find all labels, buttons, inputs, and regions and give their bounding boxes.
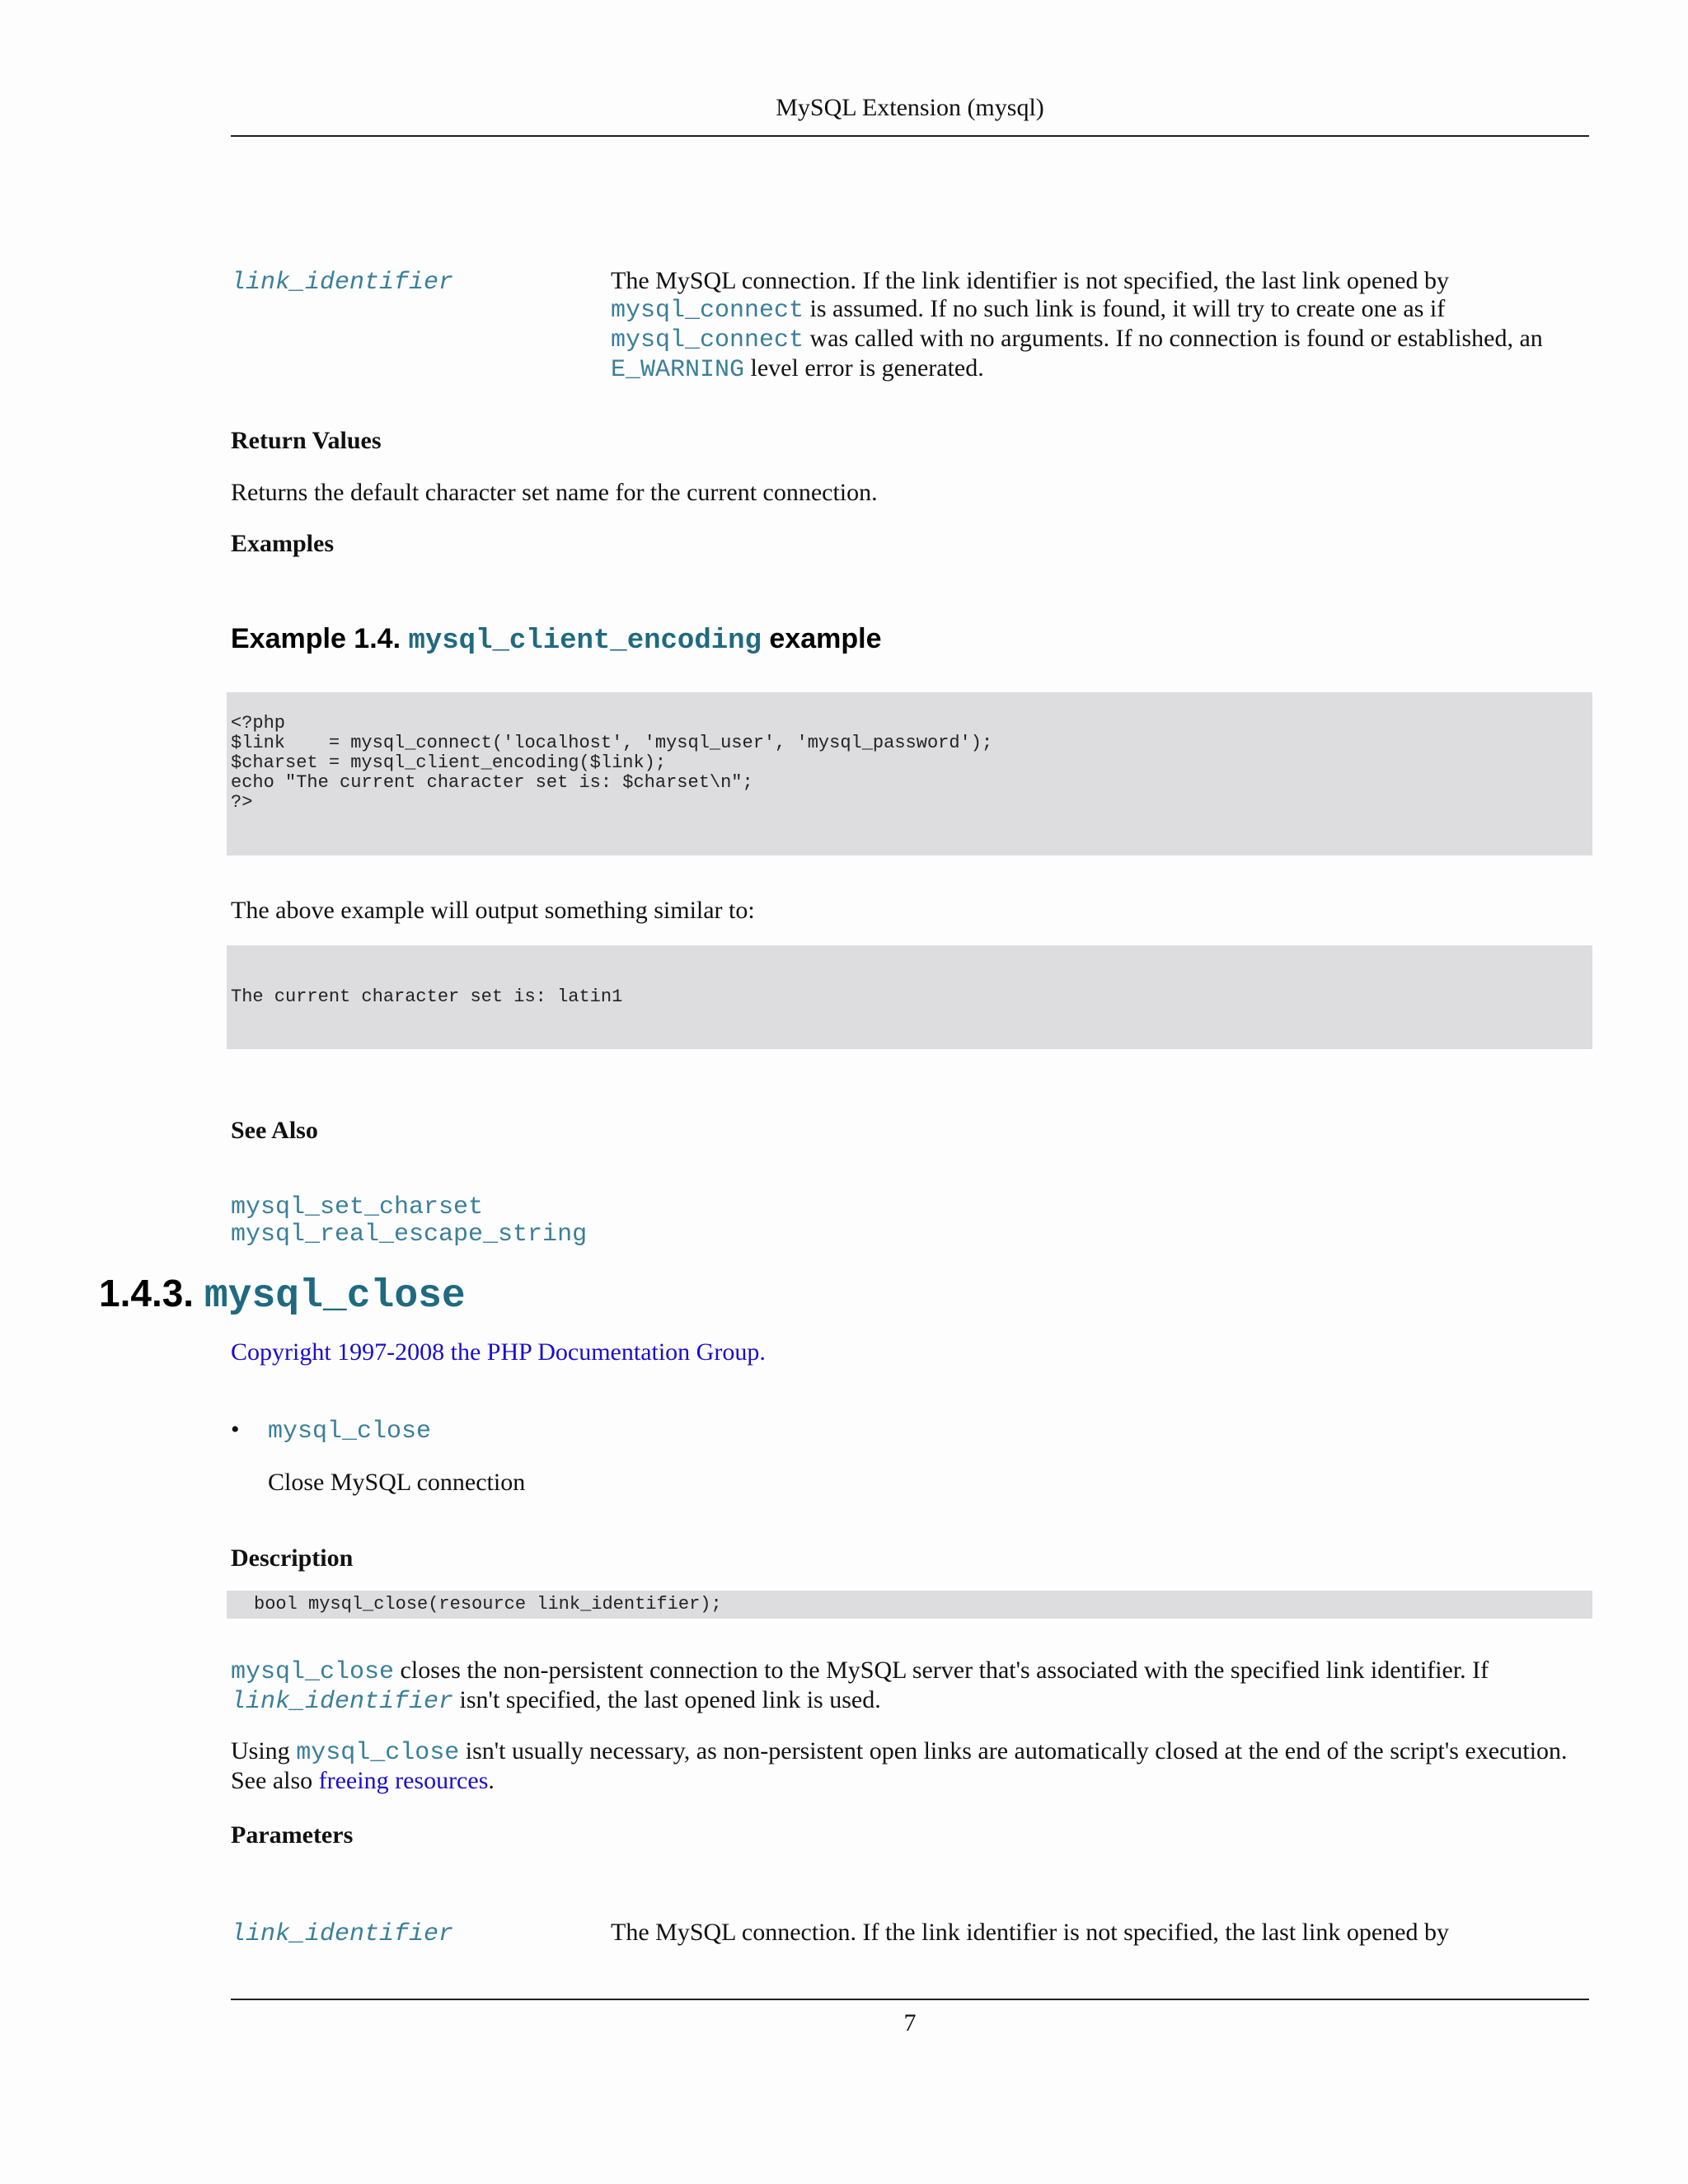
description-paragraph-2	[231, 1737, 1615, 1795]
output-intro: The above example will output something similar to:	[231, 897, 755, 924]
section-heading	[99, 1271, 466, 1319]
desc-p1-line-2: link_identifier isn't specified, the last opened link is used.	[231, 1686, 881, 1716]
see-also-heading: See Also	[231, 1117, 318, 1144]
link-mysql-connect[interactable]: mysql_connect	[611, 297, 804, 325]
parameters-heading: Parameters	[231, 1821, 354, 1849]
example-title-code: mysql_client_encoding	[408, 626, 762, 657]
section-number: 1.4.3.	[99, 1272, 204, 1315]
param-description	[611, 267, 1592, 384]
param-name[interactable]: link_identifier	[231, 269, 454, 297]
link-mysql-connect-2[interactable]: mysql_connect	[611, 326, 804, 354]
example-code: <?php $link = mysql_connect('localhost', 'mysql_user', 'mysql_password'); $charset = mysql_client_encoding($link); echo "The current character set is: $charset\n"; ?>	[231, 713, 993, 813]
return-values-text: Returns the default character set name for the current connection.	[231, 479, 878, 506]
section-title: mysql_close	[204, 1274, 466, 1319]
param-link-identifier[interactable]: link_identifier	[231, 1688, 454, 1716]
footer-rule	[231, 1999, 1589, 2000]
page-number: 7	[903, 2009, 917, 2036]
link-mysql-close-2[interactable]: mysql_close	[296, 1739, 460, 1767]
return-values-heading: Return Values	[231, 427, 382, 454]
see-also-link-2[interactable]: mysql_real_escape_string	[231, 1221, 588, 1249]
param-desc-line-1: The MySQL connection. If the link identifier is not specified, the last link opened by	[611, 267, 1449, 294]
param-desc-line-2: mysql_connect is assumed. If no such link is found, it will try to create one as if	[611, 295, 1446, 325]
bullet-marker: •	[231, 1416, 240, 1443]
desc-p1-line-1: mysql_close closes the non-persistent connection to the MySQL server that's associated with the specified link identifier. If	[231, 1657, 1489, 1686]
description-heading: Description	[231, 1544, 354, 1572]
param-desc-line-4: E_WARNING level error is generated.	[611, 354, 984, 384]
signature-block	[227, 1591, 1592, 1619]
copyright-link[interactable]: Copyright 1997-2008 the PHP Documentation Group.	[231, 1338, 766, 1366]
bullet-description: Close MySQL connection	[268, 1469, 526, 1496]
desc-p2-line-2: See also freeing resources.	[231, 1767, 495, 1794]
example-code-block	[227, 692, 1592, 855]
desc-p2-line-1: Using mysql_close isn't usually necessary, as non-persistent open links are automatically closed at the end of the script's execution.	[231, 1737, 1568, 1767]
header-title: MySQL Extension (mysql)	[776, 94, 1044, 121]
examples-heading: Examples	[231, 530, 335, 557]
link-mysql-close[interactable]: mysql_close	[231, 1658, 395, 1686]
function-signature: bool mysql_close(resource link_identifier);	[254, 1594, 722, 1615]
page-header	[231, 94, 1589, 122]
link-e-warning[interactable]: E_WARNING	[611, 356, 745, 384]
example-title: Example 1.4. mysql_client_encoding example	[231, 623, 882, 657]
link-freeing-resources[interactable]: freeing resources	[318, 1767, 489, 1794]
description-paragraph-1	[231, 1657, 1599, 1716]
parameters-param-name[interactable]: link_identifier	[231, 1920, 454, 1948]
param-desc-line-3: mysql_connect was called with no arguments. If no connection is found or established, an	[611, 325, 1543, 354]
bullet-function-link[interactable]: mysql_close	[268, 1418, 432, 1446]
output-block	[227, 945, 1592, 1049]
output-text: The current character set is: latin1	[231, 987, 623, 1007]
header-rule	[231, 135, 1589, 137]
parameters-param-description: The MySQL connection. If the link identifier is not specified, the last link opened by	[611, 1919, 1449, 1946]
see-also-link-1[interactable]: mysql_set_charset	[231, 1193, 484, 1221]
